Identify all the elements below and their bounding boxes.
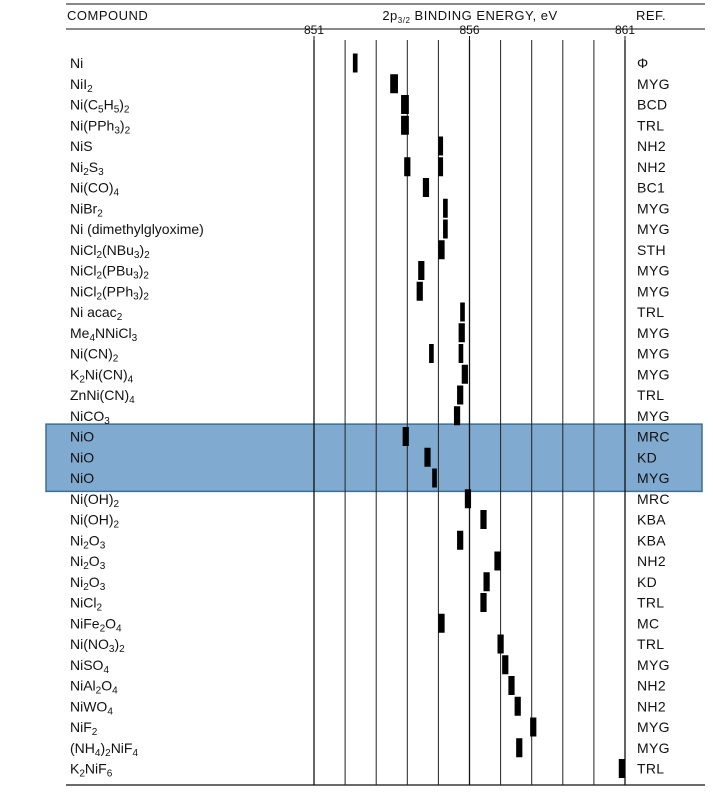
ref-label: TRL xyxy=(637,387,665,403)
ref-label: MYG xyxy=(637,407,670,424)
compound-label: $Ni_2O_3$ xyxy=(70,573,106,593)
energy-bar xyxy=(462,365,468,384)
compound-header: COMPOUND xyxy=(67,8,149,23)
compound-label: $Ni(OH)_2$ xyxy=(70,490,120,510)
energy-bar xyxy=(443,220,448,239)
compound-label: $NiCl_2(PPh_3)_2$ xyxy=(70,283,149,303)
energy-bar xyxy=(418,261,424,280)
energy-bar xyxy=(460,303,465,322)
energy-bar xyxy=(497,635,503,654)
energy-bar xyxy=(480,593,486,612)
axis-title: $2p_{3/2}$ BINDING ENERGY, eV xyxy=(382,8,558,25)
energy-bar xyxy=(619,759,625,778)
energy-bar xyxy=(494,552,500,571)
ref-label: Φ xyxy=(637,55,649,71)
compound-label: $Ni_2O_3$ xyxy=(70,553,106,572)
compound-label: Ni xyxy=(70,55,84,71)
ref-label: KBA xyxy=(637,511,666,528)
energy-bar xyxy=(438,157,443,176)
energy-bar xyxy=(438,137,443,156)
compound-label: $Ni(CO)_4$ xyxy=(70,179,120,199)
compound-label: NiSO$_4$ xyxy=(70,656,110,676)
compound-label: $Ni(CN)_2$ xyxy=(70,345,119,365)
energy-bar xyxy=(353,54,358,73)
compound-label: NiF$_2$ xyxy=(70,719,98,738)
energy-bar xyxy=(390,74,398,93)
energy-bar xyxy=(443,199,448,218)
energy-bar xyxy=(438,614,444,633)
compound-label: $Ni(NO_3)_2$ xyxy=(70,636,125,655)
grid-layer xyxy=(66,4,705,785)
ref-label: MYG xyxy=(637,345,670,362)
compound-label: $Ni_2O_3$ xyxy=(70,532,106,552)
background-layer xyxy=(46,424,702,491)
energy-bar xyxy=(401,116,409,135)
tick-label-856: 856 xyxy=(459,23,480,37)
ref-label: NH2 xyxy=(637,138,666,154)
energy-bar xyxy=(403,427,409,446)
ref-label: NH2 xyxy=(637,553,666,569)
ref-label: MYG xyxy=(637,221,670,237)
ref-label: NH2 xyxy=(637,698,666,715)
ref-label: MYG xyxy=(637,470,670,486)
compound-label: $NiAl_2O_4$ xyxy=(70,677,118,697)
ref-label: MRC xyxy=(637,490,670,507)
energy-bar xyxy=(454,406,460,425)
compound-label: Ni acac$_2$ xyxy=(70,304,123,323)
energy-bar xyxy=(480,510,486,529)
energy-bar xyxy=(465,489,471,508)
compound-label: $Ni_2S_3$ xyxy=(70,158,104,178)
energy-bar xyxy=(424,448,430,467)
energy-bar xyxy=(502,655,508,674)
ref-label: MYG xyxy=(637,366,670,383)
compound-label: $Ni(OH)_2$ xyxy=(70,511,120,531)
energy-bar xyxy=(483,572,489,591)
ref-label: MYG xyxy=(637,262,670,279)
ref-label: MYG xyxy=(637,200,670,217)
energy-bar xyxy=(438,240,444,259)
ref-label: TRL xyxy=(637,636,665,652)
ref-label: MYG xyxy=(637,656,670,673)
ref-label: MRC xyxy=(637,428,670,445)
energy-bar xyxy=(401,95,409,114)
compound-label: NiO xyxy=(70,470,95,486)
ref-label: MYG xyxy=(637,739,670,756)
ref-label: TRL xyxy=(637,594,665,611)
ref-label: KD xyxy=(637,573,658,590)
compound-label: $Me_4NNiCl_3$ xyxy=(70,324,138,344)
compound-label: NiO xyxy=(70,449,95,466)
compound-label: $NiFe_2O_4$ xyxy=(70,615,122,635)
energy-bar xyxy=(459,323,465,342)
text-layer xyxy=(67,8,670,780)
ref-label: TRL xyxy=(637,304,665,320)
energy-bar xyxy=(457,531,463,550)
ref-label: MYG xyxy=(637,283,670,300)
ref-label: BCD xyxy=(637,96,668,113)
ref-label: MYG xyxy=(637,75,670,92)
ref-label: NH2 xyxy=(637,677,666,694)
energy-bar xyxy=(508,676,514,695)
compound-label: $NiCl_2(PBu_3)_2$ xyxy=(70,262,149,282)
ref-header: REF. xyxy=(636,8,667,23)
compound-label: NiCl$_2$ xyxy=(70,594,103,614)
ref-label: NH2 xyxy=(637,158,666,175)
compound-label: NiCO$_3$ xyxy=(70,407,110,427)
compound-label: NiS xyxy=(70,138,93,154)
compound-label: Ni (dimethylglyoxime) xyxy=(70,221,204,237)
ref-label: STH xyxy=(637,241,666,258)
compound-label: $Ni(C_5H_5)_2$ xyxy=(70,96,130,116)
compound-label: NiO xyxy=(70,428,95,445)
energy-bar xyxy=(404,157,410,176)
ref-label: MYG xyxy=(637,719,670,735)
energy-bar xyxy=(423,178,429,197)
bar-layer xyxy=(353,54,625,779)
energy-bar xyxy=(530,718,536,737)
compound-label: $NiCl_2(NBu_3)_2$ xyxy=(70,241,150,261)
compound-label: NiWO$_4$ xyxy=(70,698,113,718)
ref-label: BC1 xyxy=(637,179,666,196)
energy-bar xyxy=(457,386,463,405)
compound-label: $(NH_4)_2NiF_4$ xyxy=(70,739,139,759)
compound-label: $ZnNi(CN)_4$ xyxy=(70,387,135,406)
energy-bar xyxy=(459,344,464,363)
tick-label-861: 861 xyxy=(614,23,636,37)
ref-label: MC xyxy=(637,615,660,632)
compound-label: NiI$_2$ xyxy=(70,75,93,95)
compound-label: $Ni(PPh_3)_2$ xyxy=(70,117,131,137)
compound-label: $K_2NiF_6$ xyxy=(70,760,113,780)
ref-label: KBA xyxy=(637,532,666,549)
energy-bar xyxy=(417,282,423,301)
highlight-band xyxy=(46,424,702,491)
ref-label: TRL xyxy=(637,117,665,134)
tick-label-851: 851 xyxy=(303,23,325,37)
energy-bar xyxy=(429,344,434,363)
energy-bar xyxy=(432,469,437,488)
compound-label: $K_2Ni(CN)_4$ xyxy=(70,366,134,386)
ref-label: MYG xyxy=(637,324,670,341)
ref-label: KD xyxy=(637,449,658,466)
compound-label: NiBr$_2$ xyxy=(70,200,103,220)
energy-bar xyxy=(516,738,522,757)
ref-label: TRL xyxy=(637,760,665,777)
energy-bar xyxy=(515,697,521,716)
